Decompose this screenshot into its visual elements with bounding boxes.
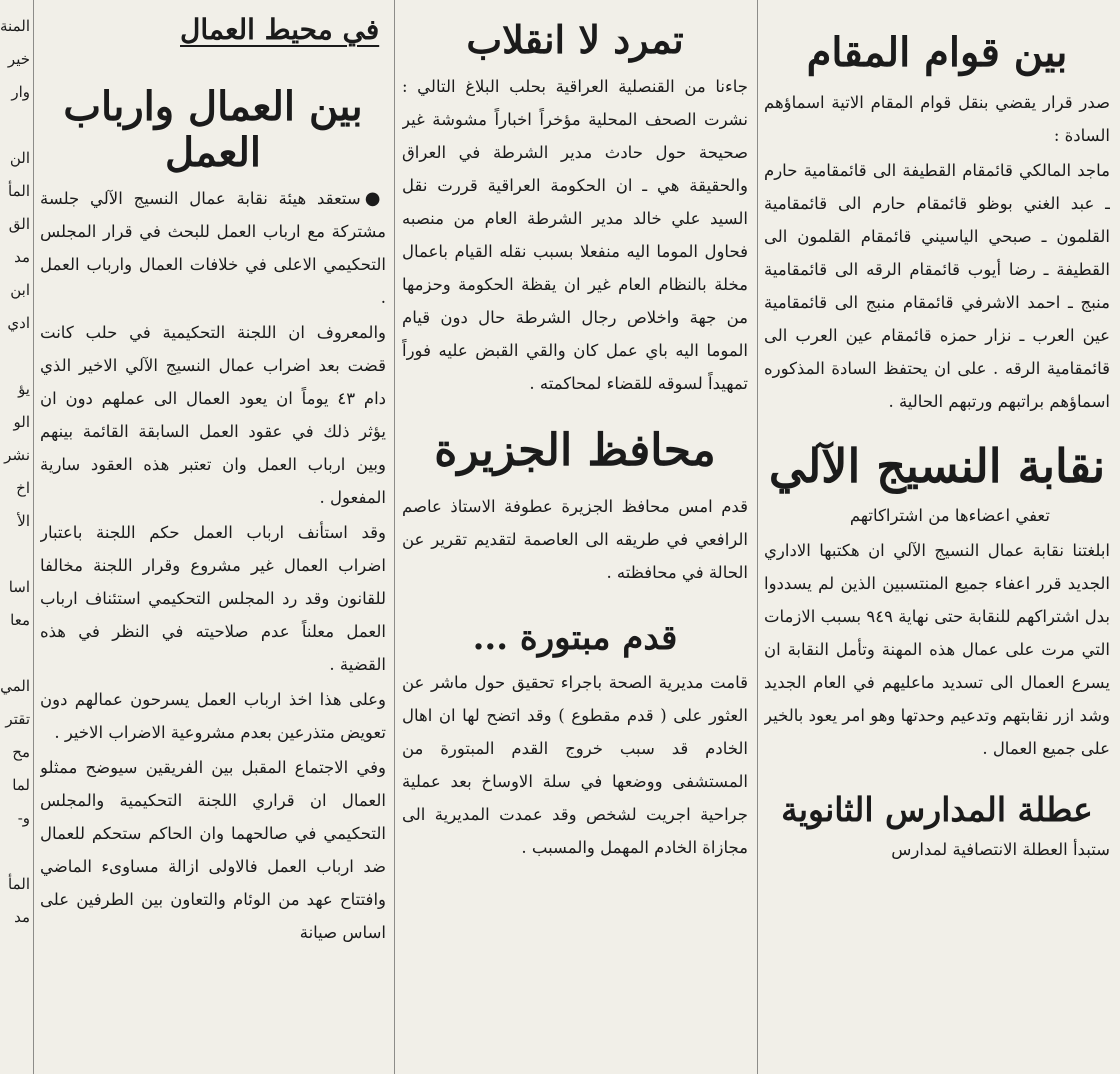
edge-fragment: مد (14, 248, 30, 266)
edge-fragment: خير (7, 50, 30, 68)
headline-maqam: بين قوام المقام (806, 29, 1068, 76)
edge-fragment: الأ (17, 512, 30, 530)
article-paragraph (40, 182, 386, 314)
headline-textile-union: نقابة النسيج الآلي (768, 439, 1106, 493)
article-paragraph: وقد استأنف ارباب العمل حكم اللجنة باعتبار اضراب العمال غير مشروع وقرار اللجنة مخالفا للقانون وقد رد المجلس التحكيمي استئناف ارباب العمل معلناً عدم صلاحيته في النظر في هذه القضية . (40, 523, 386, 675)
edge-fragment: الق (8, 215, 30, 233)
edge-fragment: المأ (8, 875, 30, 893)
edge-fragment: مح (12, 743, 30, 761)
edge-fragment: تقتر (5, 710, 30, 728)
column-rule (757, 0, 758, 1074)
article-maqam-body (764, 86, 1110, 418)
article-textile-union-body (764, 499, 1110, 765)
article-paragraph: جاءنا من القنصلية العراقية بحلب البلاغ التالي : نشرت الصحف المحلية مؤخراً اخباراً مشوشة غير صحيحة حول حادث مدير الشرطة في العراق والحقيقة هي ـ ان الحكومة العراقية قررت نقل السيد علي خالد مدير الشرطة العام من منصبه فحاول الموما اليه منفعلا بسبب نقله القيام باعمال مخلة بالنظام العام غير ان يقظة الحكومة وحزمها من جهة واخلاص رجال الشرطة حال دون قيام الموما اليه باي عمل كان والقي القبض عليه فوراً تمهيداً لسوقه للقضاء لمحاكمته . (402, 76, 748, 393)
edge-fragment: المنة (0, 17, 30, 35)
headline-school-holiday: عطلة المدارس الثانوية (781, 789, 1093, 829)
edge-fragment: يؤ (18, 380, 30, 398)
column-maqam (764, 0, 1110, 1074)
edge-fragment-list (0, 10, 30, 934)
edge-fragment (0, 835, 30, 868)
edge-fragment: وار (11, 83, 30, 101)
edge-fragment: المأ (8, 182, 30, 200)
article-paragraph: قامت مديرية الصحة باجراء تحقيق حول ماشر عن العثور على ( قدم مقطوع ) وقد اتضح لها ان اهال الخادم قد سبب خروج القدم المبتورة من المستشفى ووضعها في سلة الاوساخ بعد عملية جراحية اجريت لشخص وقد عمدت المديرية الى مجازاة الخادم المهمل والمسبب . (402, 673, 748, 858)
headline-coup: تمرد لا انقلاب (466, 17, 684, 62)
edge-fragment: اخ (16, 479, 30, 497)
edge-fragment (0, 109, 30, 142)
headline-jazira-governor: محافظ الجزيرة (434, 424, 716, 476)
edge-fragment (0, 538, 30, 571)
column-coup (402, 0, 748, 1074)
article-paragraph: صدر قرار يقضي بنقل قوام المقام الاتية اسماؤهم السادة : (764, 93, 1110, 145)
article-paragraph: ابلغتنا نقابة عمال النسيج الآلي ان هكتبها الاداري الجديد قرر اعفاء جميع المنتسبين الذين لم يسددوا بدل اشتراكهم للنقابة حتى نهاية ٩٤٩ بسبب الازمات التي مرت على عمال هذه المهنة وتأمل النقابة ان يسرع العمال الى تسديد ماعليهم في العام الجديد وشد ازر نقابتهم وتدعيم وحدتها وهو امر يعود بالخير على جميع العمال . (764, 540, 1110, 758)
edge-fragment: الن (9, 149, 30, 167)
article-paragraph-text: ستعقد هيئة نقابة عمال النسيج الآلي جلسة مشتركة مع ارباب العمل للبحث في قرار المجلس التحكيمي الاعلى في خلافات العمال وارباب العمل . (40, 189, 386, 308)
article-paragraph: وفي الاجتماع المقبل بين الفريقين سيوضح ممثلو العمال ان قراري اللجنة التحكيمية والمجلس التحكيمي في صالحهما وان الحاكم ستحكم للعمال ضد ارباب العمل فالاولى ازالة مساوىء الماضي وافتتاح عهد من الوئام والتعاون بين الطرفين على اساس صيانة (40, 758, 386, 943)
edge-fragment (0, 637, 30, 670)
edge-fragment: ادي (7, 314, 30, 332)
edge-fragment: لما (12, 776, 30, 794)
article-paragraph: قدم امس محافظ الجزيرة عطوفة الاستاذ عاصم الرافعي في طريقه الى العاصمة لتقديم تقرير عن الحالة في محافظته . (402, 497, 748, 583)
edge-fragment: الو (13, 413, 30, 431)
edge-fragment: مد (14, 908, 30, 926)
article-paragraph: ستبدأ العطلة الانتصافية لمدارس (891, 839, 1110, 859)
article-paragraph: والمعروف ان اللجنة التحكيمية في حلب كانت قضت بعد اضراب عمال النسيج الآلي الاخير الذي دام ٤٣ يوماً ان يعود العمال الى عملهم دون ان يؤثر ذلك في عقود العمل السابقة القائمة بينهم وبين ارباب العمل وان تعتبر هذه العقود سارية المفعول . (40, 323, 386, 508)
edge-fragment: المي (0, 677, 30, 695)
edge-fragment (0, 340, 30, 373)
bullet-icon: ● (364, 188, 386, 210)
article-subheading: تعفي اعضاءها من اشتراكاتهم (849, 505, 1050, 525)
column-rule (394, 0, 395, 1074)
column-edge-fragment (0, 0, 30, 1074)
edge-fragment: نشر (4, 446, 30, 464)
section-kicker: في محيط العمال (180, 13, 380, 46)
headline-amputated-foot: قدم مبتورة ... (472, 618, 678, 659)
column-labor (40, 0, 386, 1074)
edge-fragment: و- (17, 809, 30, 827)
column-rule (33, 0, 34, 1074)
edge-fragment: ابن (10, 281, 30, 299)
headline-labor: بين العمال وارباب العمل (63, 83, 363, 177)
edge-fragment: اسا (8, 578, 30, 596)
article-paragraph: وعلى هذا اخذ ارباب العمل يسرحون عمالهم دون تعويض متذرعين بعدم مشروعية الاضراب الاخير . (40, 690, 386, 743)
edge-fragment: معا (10, 611, 30, 629)
article-paragraph: ماجد المالكي قائمقام القطيفة الى قائمقامية حارم ـ عبد الغني بوظو قائمقام حارم الى قائمقامية القلمون ـ صبحي الياسيني قائمقام القلمون الى القطيفة ـ رضا أيوب قائمقام الرقه الى قائمقامية منبج ـ احمد الاشرفي قائمقام منبج الى قائمقامية عين العرب ـ نزار حمزه قائمقام عين العرب الى قائمقامية الرقه . على ان يحتفظ السادة المذكوره اسماؤهم براتبهم ورتبهم الحالية . (764, 161, 1110, 411)
